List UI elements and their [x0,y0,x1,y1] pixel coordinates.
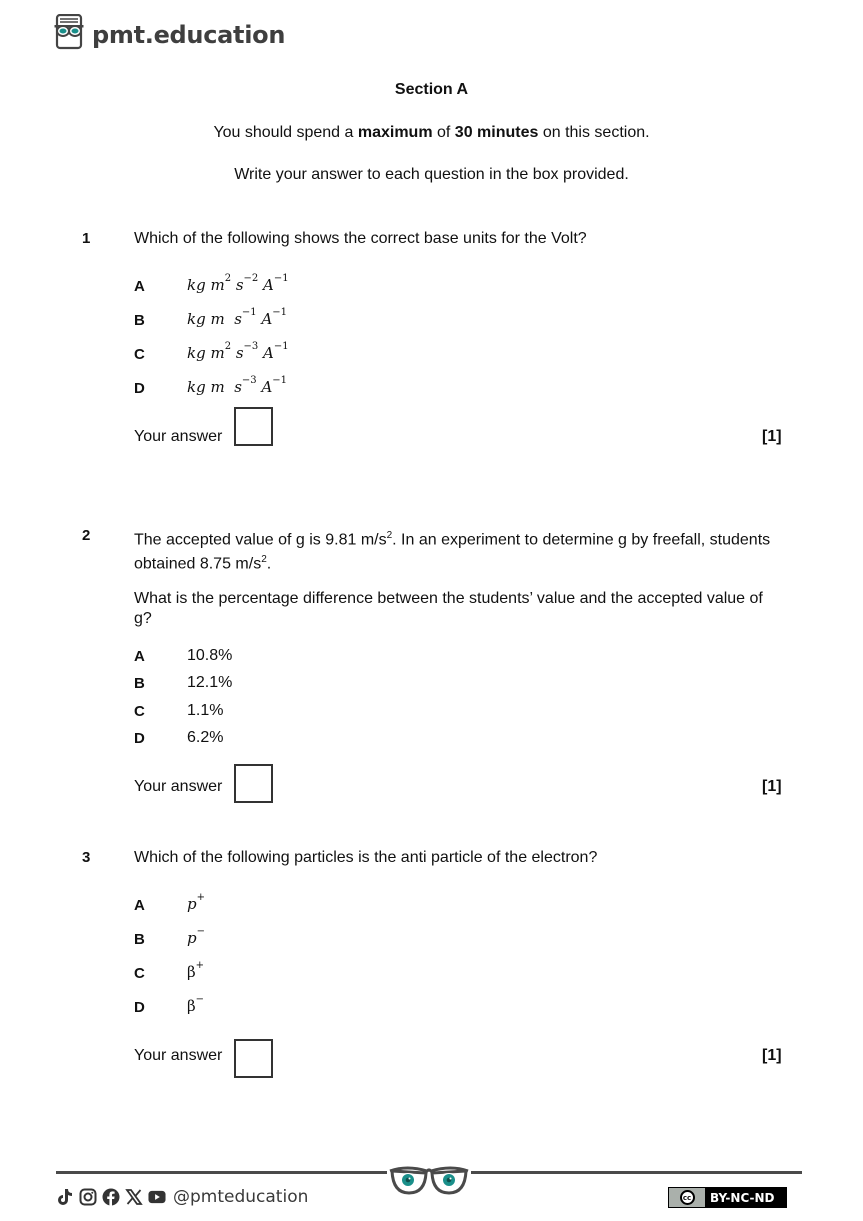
option-letter: D [134,999,145,1016]
question-text: Which of the following particles is the anti particle of the electron? [134,849,598,866]
answer-box[interactable] [234,764,273,803]
brand-logo [54,14,285,55]
answer-label: Your answer [134,1047,223,1064]
unit-base: kg m [187,344,225,362]
instruction-text: You should spend a [213,124,358,141]
superscript: 2 [261,554,267,566]
instruction-bold: maximum [357,124,433,141]
unit-exponent: −1 [273,273,289,284]
particle-symbol: β [187,997,196,1015]
particle-charge: − [196,926,205,937]
youtube-icon[interactable] [148,1188,166,1206]
section-title: Section A [394,81,469,98]
superscript: 2 [386,530,393,541]
option-letter: C [134,346,145,363]
option-letter: D [134,730,145,747]
question-text [134,526,784,575]
question-text-part: . [266,555,272,573]
unit-exponent: 2 [224,341,232,352]
question-text-part: The accepted value of g is 9.81 m/s [134,531,387,549]
option-value: kg m $s^{-3}$ $A^{-1}$ [187,375,288,396]
particle-charge: + [195,960,205,971]
license-text: BY-NC-ND [710,1190,775,1205]
section-instruction [0,124,863,142]
option-value: 6.2% [187,729,224,746]
question-prompt: What is the percentage difference between the students’ value and the accepted value of g? [134,590,763,627]
social-links [56,1187,308,1207]
question-text-part: obtained 8.75 m/s [134,555,262,573]
facebook-icon[interactable] [102,1188,120,1206]
option-value: kg m $s^{-1}$ $A^{-1}$ [187,307,288,328]
option-letter: A [134,278,145,295]
instruction-text: on this section. [538,124,650,141]
option-letter: C [134,703,145,720]
license-badge [668,1187,787,1208]
brand-name: pmt.education [92,20,286,49]
option-letter: A [134,648,145,665]
option-letter: D [134,380,145,397]
glasses-icon [387,1163,471,1202]
cc-logo [669,1188,705,1207]
marks: [1] [762,778,782,795]
particle-symbol: p [187,929,197,947]
question-number: 3 [82,849,91,866]
question-text-part: . In an experiment to determine g by freefall, students [392,531,771,549]
option-value [187,926,205,947]
question-number: 2 [82,527,91,544]
option-letter: B [134,312,145,329]
particle-charge: + [196,892,205,903]
particle-symbol: p [187,895,197,913]
answer-box[interactable] [234,407,273,446]
tiktok-icon[interactable] [56,1188,74,1206]
option-value: kg $m^2$ $s^{-2}$ $A^{-1}$ [187,273,289,294]
particle-symbol: β [187,963,196,981]
book-with-glasses-icon [54,14,84,55]
unit-exponent: −1 [241,307,257,318]
option-value: 12.1% [187,674,233,691]
unit-exponent: −1 [272,375,288,386]
instruction-text: of [432,124,455,141]
unit-exponent: −1 [272,307,288,318]
particle-charge: − [195,994,205,1005]
answer-box[interactable] [234,1039,273,1078]
x-icon[interactable] [125,1188,143,1206]
marks: [1] [762,1047,782,1064]
option-value: 1.1% [187,702,224,719]
option-letter: B [134,931,145,948]
unit-exponent: 2 [224,273,232,284]
option-letter: B [134,675,145,692]
option-value [187,960,205,981]
option-value [187,994,205,1015]
unit-base: kg m [187,310,225,328]
marks: [1] [762,428,782,445]
question-text: Which of the following shows the correct base units for the Volt? [134,230,587,247]
question-number: 1 [82,230,91,247]
unit-exponent: −1 [273,341,289,352]
social-handle[interactable]: @pmteducation [173,1187,309,1207]
option-value: kg $m^2$ $s^{-3}$ $A^{-1}$ [187,341,289,362]
option-value: 10.8% [187,647,233,664]
option-letter: A [134,897,145,914]
answer-label: Your answer [134,428,223,445]
section-instruction-2: Write your answer to each question in the box provided. [234,166,629,183]
instagram-icon[interactable] [79,1188,97,1206]
unit-base: kg m [187,276,225,294]
answer-label: Your answer [134,778,223,795]
cc-icon: cc [680,1190,695,1205]
option-letter: C [134,965,145,982]
unit-exponent: −2 [243,273,259,284]
unit-base: kg m [187,378,225,396]
unit-exponent: −3 [241,375,257,386]
instruction-bold: 30 minutes [454,124,539,141]
option-value [187,892,205,913]
unit-exponent: −3 [243,341,259,352]
